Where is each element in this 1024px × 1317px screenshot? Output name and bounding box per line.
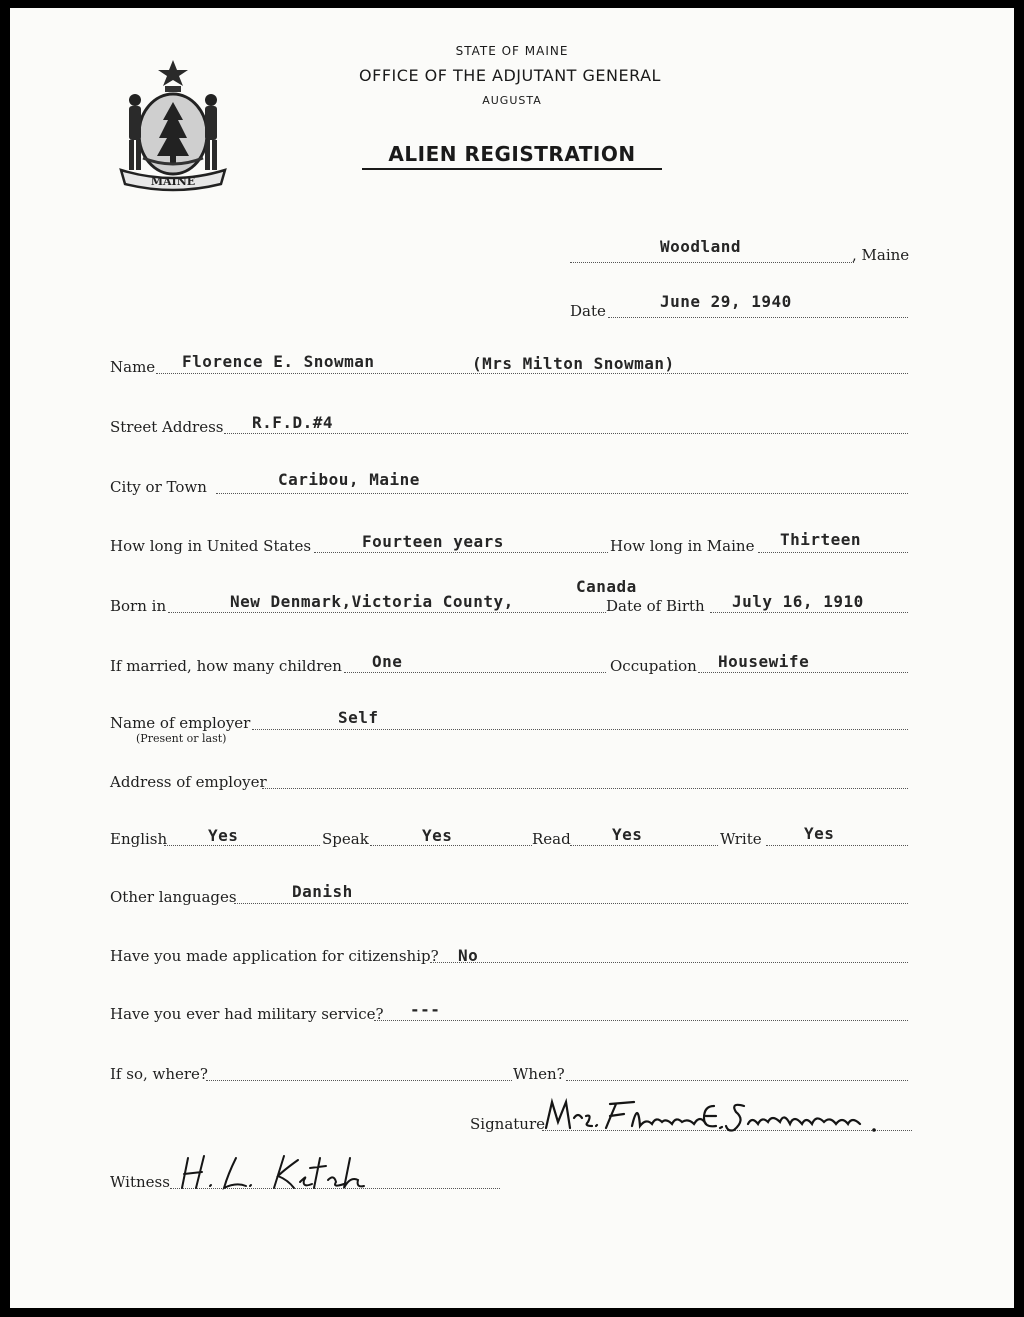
date-label: Date	[570, 302, 606, 320]
how-long-us-value: Fourteen years	[362, 532, 504, 551]
read-label: Read	[532, 830, 571, 848]
city-label: City or Town	[110, 478, 207, 496]
write-label: Write	[720, 830, 762, 848]
where-line	[206, 1080, 512, 1081]
other-languages-value: Danish	[292, 882, 353, 901]
born-in-line	[168, 612, 606, 613]
employer-address-label: Address of employer	[110, 773, 267, 791]
how-long-maine-value: Thirteen	[780, 530, 862, 549]
city-line	[216, 493, 908, 494]
header-state: STATE OF MAINE	[455, 44, 569, 58]
when-line	[566, 1080, 908, 1081]
witness-label: Witness	[110, 1173, 170, 1191]
street-value: R.F.D.#4	[252, 413, 334, 432]
born-in-label: Born in	[110, 597, 167, 615]
town-value: Woodland	[660, 237, 742, 256]
military-label: Have you ever had military service?	[110, 1005, 384, 1023]
applicant-signature	[544, 1092, 924, 1140]
name-line	[156, 373, 908, 374]
citizenship-label: Have you made application for citizenship?	[110, 947, 439, 965]
military-value: ---	[410, 1000, 441, 1019]
name-value: Florence E. Snowman	[182, 352, 375, 371]
when-label: When?	[513, 1065, 565, 1083]
date-value: June 29, 1940	[660, 292, 792, 311]
how-long-maine-label: How long in Maine	[610, 537, 755, 555]
where-label: If so, where?	[110, 1065, 208, 1083]
citizenship-line	[430, 962, 908, 963]
maine-suffix-label: , Maine	[852, 246, 910, 264]
read-value: Yes	[612, 825, 643, 844]
occupation-value: Housewife	[718, 652, 810, 671]
how-long-maine-line	[758, 552, 908, 553]
born-country-value: Canada	[576, 577, 637, 596]
city-value: Caribou, Maine	[278, 470, 420, 489]
name-label: Name	[110, 358, 156, 376]
employer-label: Name of employer	[110, 714, 251, 732]
seal-banner-text: MAINE	[150, 175, 196, 188]
registration-form	[10, 8, 1014, 1308]
form-title: ALIEN REGISTRATION	[362, 142, 662, 170]
speak-line	[370, 845, 532, 846]
state-seal-icon	[115, 58, 231, 194]
employer-value: Self	[338, 708, 379, 727]
english-value: Yes	[208, 826, 239, 845]
town-line	[570, 262, 854, 263]
write-value: Yes	[804, 824, 835, 843]
other-languages-line	[234, 903, 908, 904]
speak-value: Yes	[422, 826, 453, 845]
how-long-us-line	[314, 552, 608, 553]
employer-address-line	[262, 788, 908, 789]
street-line	[224, 433, 908, 434]
employer-line	[252, 729, 908, 730]
children-value: One	[372, 652, 403, 671]
read-line	[570, 845, 718, 846]
street-label: Street Address	[110, 418, 224, 436]
signature-label: Signature	[470, 1115, 546, 1133]
name-alt-value: (Mrs Milton Snowman)	[472, 354, 675, 373]
how-long-us-label: How long in United States	[110, 537, 312, 555]
header-office: OFFICE OF THE ADJUTANT GENERAL	[359, 66, 661, 85]
header-city: AUGUSTA	[482, 94, 542, 107]
witness-signature	[174, 1150, 394, 1196]
children-line	[344, 672, 606, 673]
citizenship-value: No	[458, 946, 479, 965]
dob-label: Date of Birth	[606, 597, 705, 615]
date-line	[608, 317, 908, 318]
occupation-label: Occupation	[610, 657, 697, 675]
dob-line	[710, 612, 908, 613]
dob-value: July 16, 1910	[732, 592, 864, 611]
english-label: English	[110, 830, 168, 848]
children-label: If married, how many children	[110, 657, 342, 675]
english-line	[164, 845, 320, 846]
write-line	[766, 845, 908, 846]
other-languages-label: Other languages	[110, 888, 237, 906]
occupation-line	[698, 672, 908, 673]
employer-note: (Present or last)	[136, 732, 227, 745]
military-line	[374, 1020, 908, 1021]
speak-label: Speak	[322, 830, 369, 848]
born-in-value: New Denmark,Victoria County,	[230, 592, 514, 611]
